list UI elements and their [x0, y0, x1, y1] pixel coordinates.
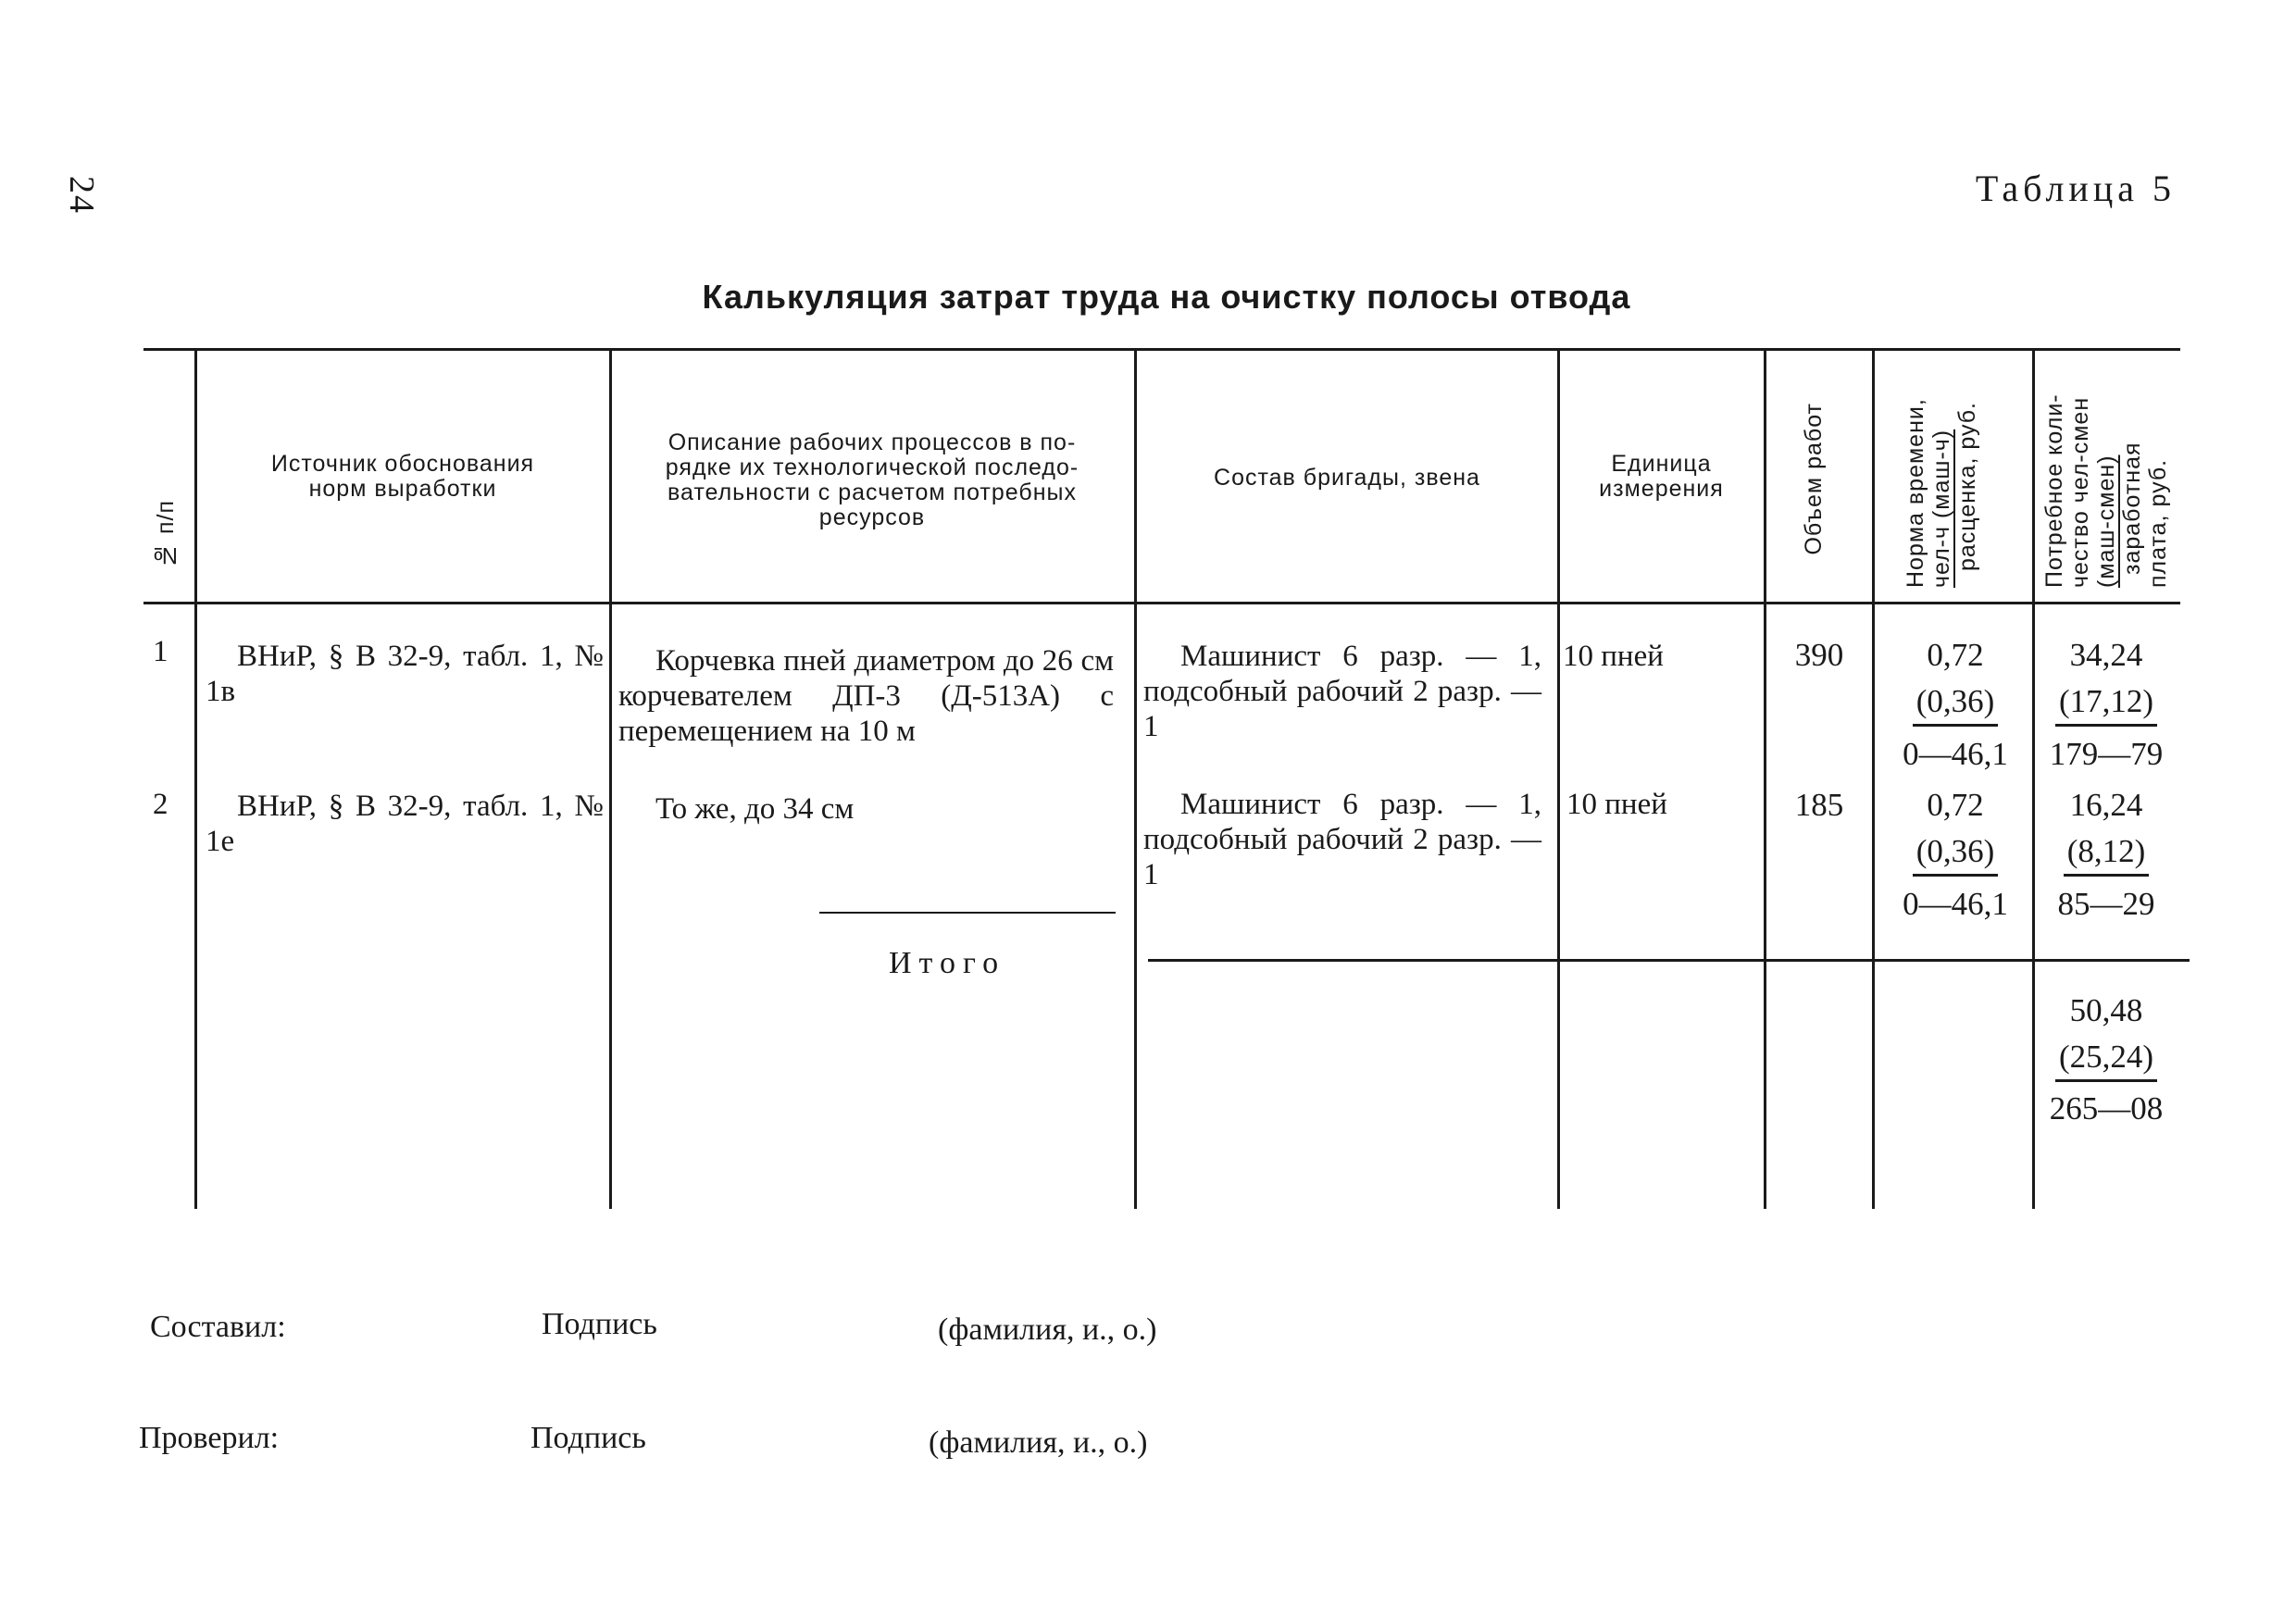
- row-need-mach: (17,12): [2032, 683, 2180, 727]
- row-source: ВНиР, § В 32-9, табл. 1, № 1в: [206, 640, 604, 708]
- table-title: Калькуляция затрат труда на очистку полосы отвода: [702, 278, 1631, 316]
- col-divider-2: [609, 348, 612, 1209]
- col-divider-5: [1764, 348, 1766, 1209]
- header-num: № п/п: [153, 500, 179, 568]
- row-need-people: 34,24: [2069, 637, 2143, 673]
- total-label: Итого: [889, 946, 1006, 980]
- row-number: 1: [153, 635, 168, 668]
- total-need-people: 50,48: [2069, 992, 2143, 1028]
- col-divider-1: [194, 348, 197, 1209]
- header-unit: Единица измерения: [1599, 451, 1724, 502]
- table-label: Таблица 5: [1975, 168, 2176, 209]
- header-norm: Норма времени, чел-ч (маш-ч) расценка, руб.: [1903, 398, 1980, 588]
- page-number: 24: [62, 176, 101, 215]
- row-source: ВНиР, § В 32-9, табл. 1, № 1е: [206, 790, 604, 858]
- row-volume: 185: [1794, 787, 1844, 823]
- signature-name: (фамилия, и., о.): [938, 1313, 1157, 1347]
- row-wage: 85—29: [2057, 886, 2155, 922]
- header-description: Описание рабочих процессов в по- рядке их технологической последо- вательности с расчетом потребных ресурсов: [665, 429, 1079, 530]
- row-norm-time: 0,72: [1927, 787, 1984, 823]
- row-rate: 0—46,1: [1903, 886, 2008, 922]
- header-need: Потребное коли- чество чел-смен (маш-смен) заработная плата, руб.: [2041, 393, 2171, 588]
- header-volume: Объем работ: [1801, 403, 1827, 555]
- col-divider-6: [1872, 348, 1875, 1209]
- row-volume: 390: [1794, 637, 1844, 673]
- total-wage: 265—08: [2049, 1090, 2164, 1126]
- row-need-mach: (8,12): [2032, 833, 2180, 877]
- header-bottom-rule: [144, 602, 2180, 604]
- row-unit: 10 пней: [1566, 788, 1667, 821]
- row-wage: 179—79: [2049, 736, 2164, 772]
- row-unit: 10 пней: [1563, 640, 1664, 673]
- row-rate: 0—46,1: [1903, 736, 2008, 772]
- total-need-mach: (25,24): [2032, 1039, 2180, 1082]
- row-norm-time: 0,72: [1927, 637, 1984, 673]
- col-divider-3: [1134, 348, 1137, 1209]
- signature-sign: Подпись: [542, 1307, 657, 1341]
- header-crew: Состав бригады, звена: [1214, 465, 1480, 491]
- header-source: Источник обоснования норм выработки: [270, 451, 535, 502]
- row-description: То же, до 34 см: [655, 792, 855, 826]
- signature-role: Составил:: [150, 1310, 286, 1344]
- row-number: 2: [153, 788, 168, 821]
- signature-role: Проверил:: [139, 1421, 280, 1455]
- itogo-rule: [819, 912, 1116, 914]
- row-need-people: 16,24: [2069, 787, 2143, 823]
- row-description: Корчевка пней диаметром до 26 см корчевателем ДП-3 (Д-513А) с перемещением на 10 м: [618, 644, 1114, 748]
- row-norm-time-mach: (0,36): [1881, 833, 2029, 877]
- table-top-rule: [144, 348, 2180, 351]
- signature-sign: Подпись: [530, 1421, 646, 1455]
- row-crew: Машинист 6 разр. — 1, подсобный рабочий 2 разр. — 1: [1143, 788, 1541, 891]
- row-norm-time-mach: (0,36): [1881, 683, 2029, 727]
- row-crew: Машинист 6 разр. — 1, подсобный рабочий 2 разр. — 1: [1143, 640, 1541, 743]
- col-divider-4: [1557, 348, 1560, 1209]
- signature-name: (фамилия, и., о.): [929, 1425, 1148, 1460]
